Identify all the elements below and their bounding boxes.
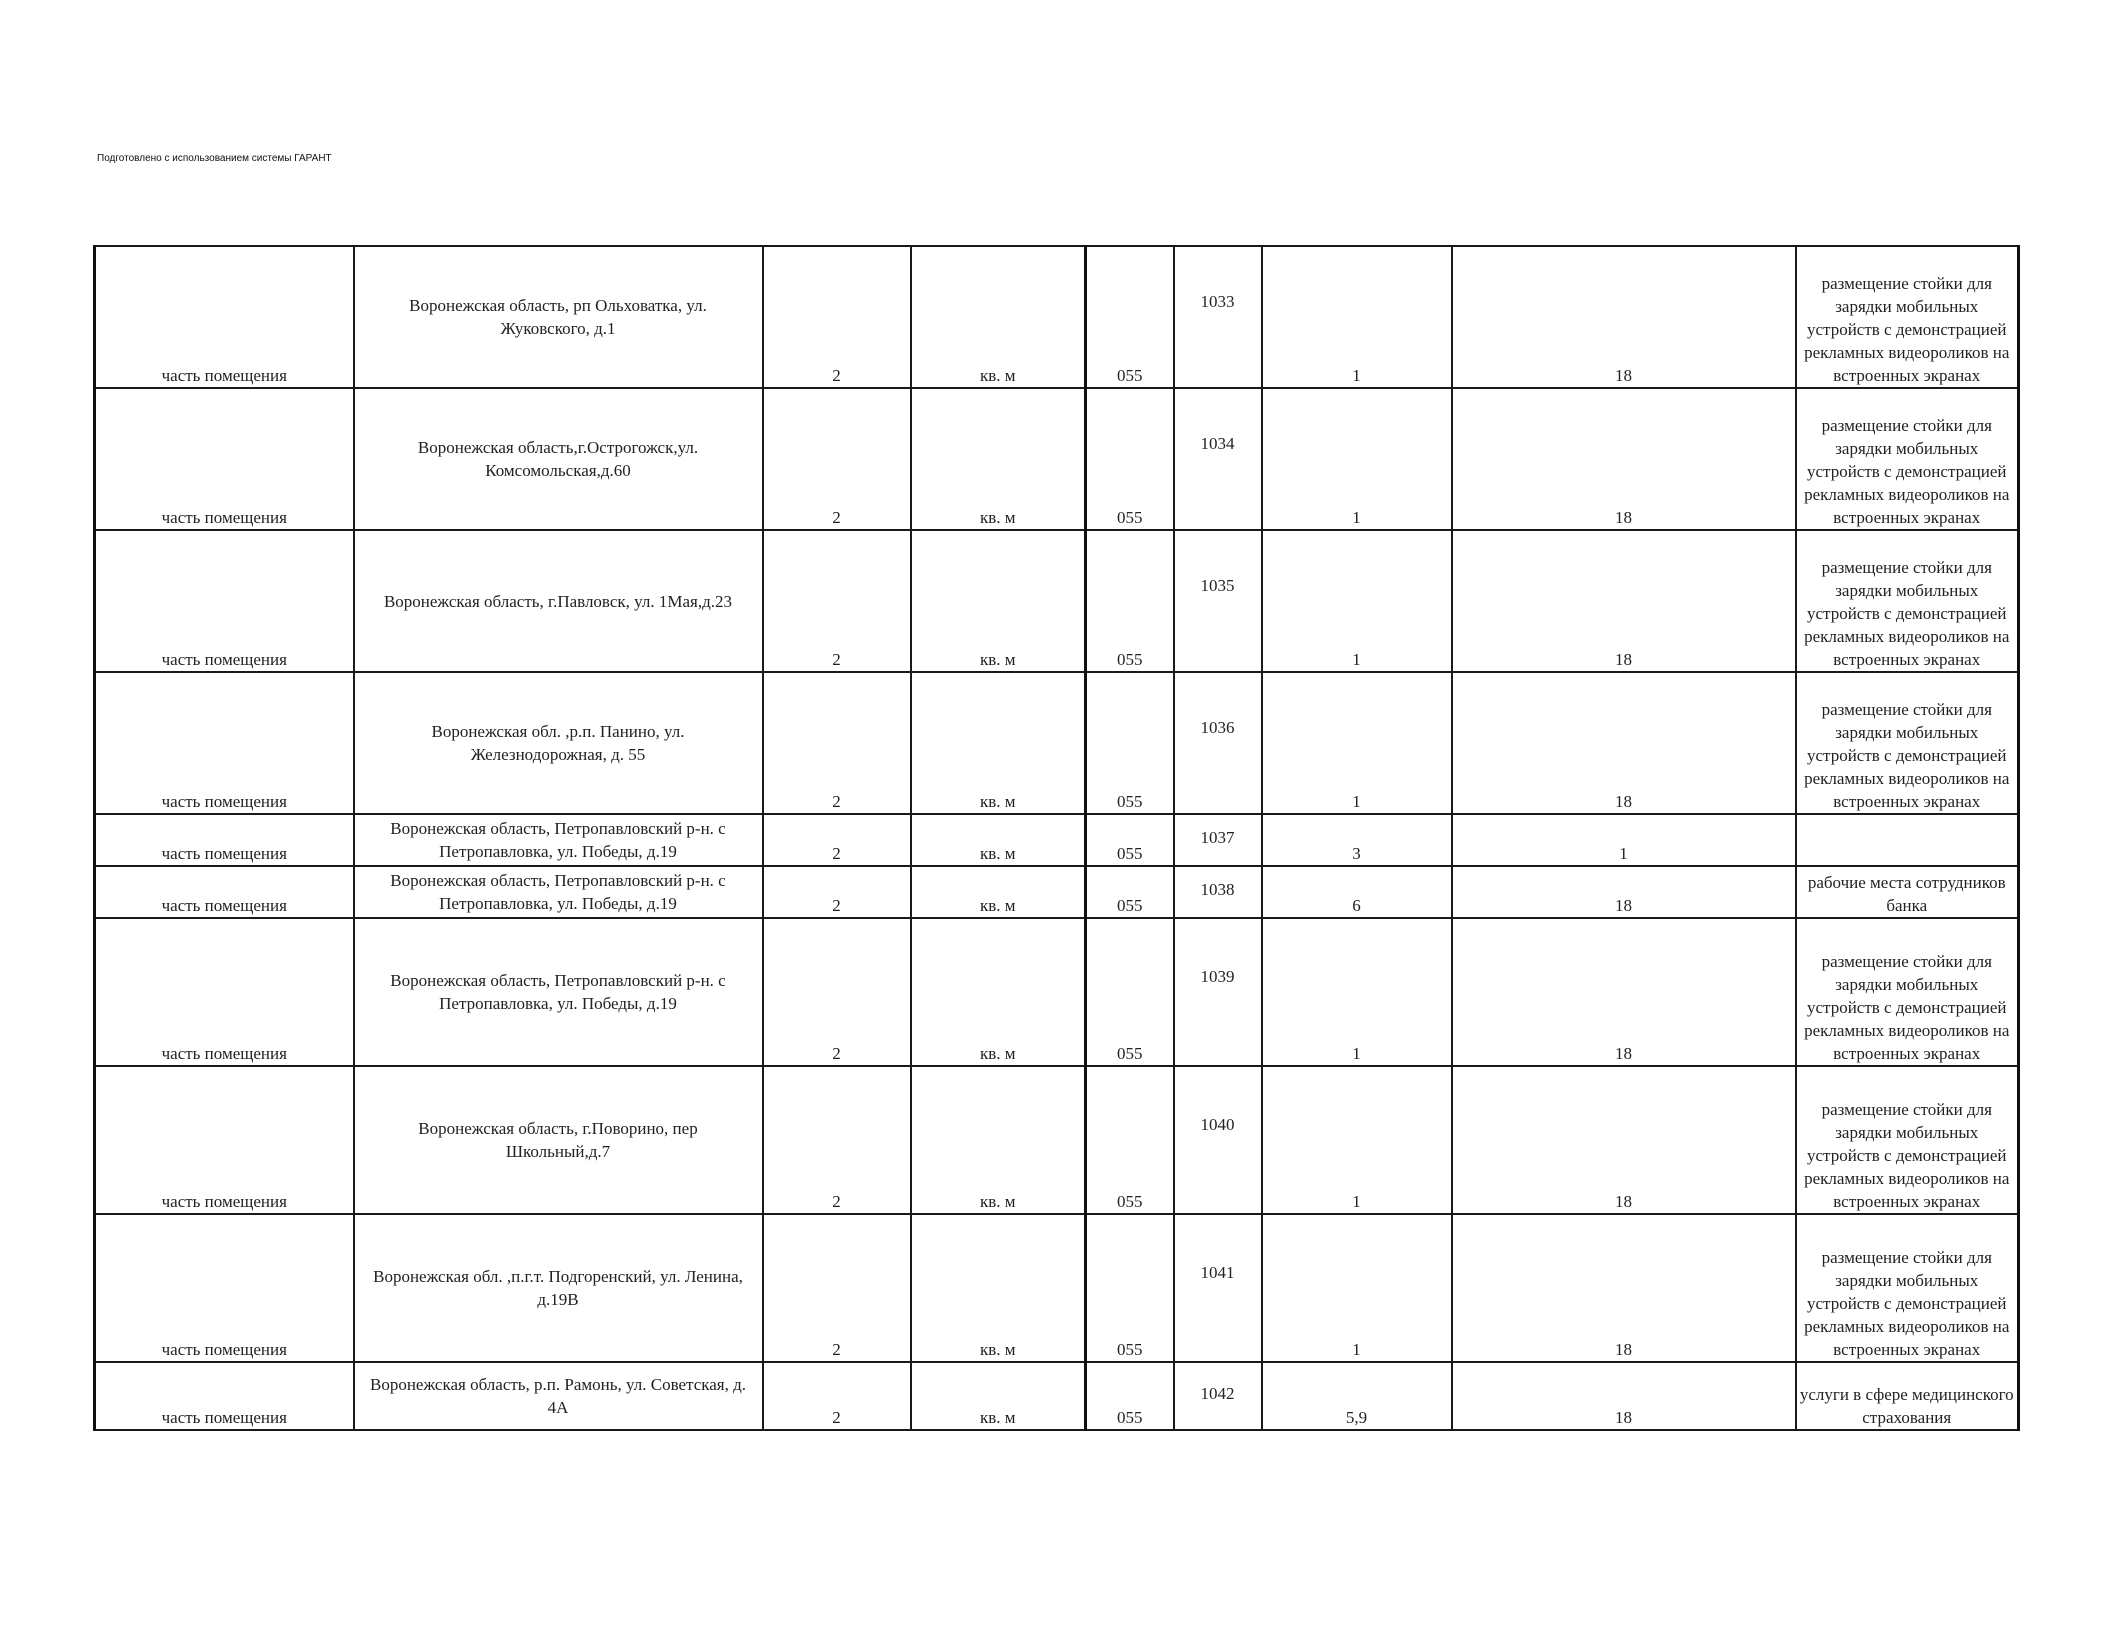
- number-text: 1034: [1200, 433, 1235, 453]
- area-cell: 1: [1262, 388, 1452, 530]
- table-row: [95, 866, 2019, 918]
- unit-cell: кв. м: [911, 1214, 1086, 1362]
- header-note: Подготовлено с использованием системы ГАРАНТ: [97, 153, 332, 164]
- number-text: 1036: [1200, 717, 1235, 737]
- number-text: 1037: [1200, 827, 1235, 847]
- purpose-cell: размещение стойки для зарядки мобильных устройств с демонстрацией рекламных видеороликов на встроенных экранах: [1796, 672, 2019, 814]
- table-row: [95, 530, 2019, 672]
- code-cell: 2: [763, 814, 911, 866]
- purpose-cell: размещение стойки для зарядки мобильных устройств с демонстрацией рекламных видеороликов на встроенных экранах: [1796, 530, 2019, 672]
- okei-cell: 055: [1086, 1066, 1174, 1214]
- address-text: Воронежская область,г.Острогожск,ул. Комсомольская,д.60: [417, 438, 699, 480]
- address-text: Воронежская область, Петропавловский р-н. с Петропавловка, ул. Победы, д.19: [390, 971, 726, 1013]
- purpose-cell: размещение стойки для зарядки мобильных устройств с демонстрацией рекламных видеороликов на встроенных экранах: [1796, 918, 2019, 1066]
- number-text: 1033: [1200, 291, 1235, 311]
- number-cell: [1174, 1066, 1262, 1214]
- code-cell: 2: [763, 1214, 911, 1362]
- number-cell: [1174, 814, 1262, 866]
- object-type-cell: часть помещения: [95, 530, 354, 672]
- address-cell: [354, 388, 763, 530]
- number-cell: [1174, 530, 1262, 672]
- term-cell: 18: [1452, 918, 1796, 1066]
- table-row: [95, 918, 2019, 1066]
- address-text: Воронежская область, рп Ольховатка, ул. Жуковского, д.1: [409, 296, 707, 338]
- term-cell: 18: [1452, 1066, 1796, 1214]
- area-cell: 1: [1262, 246, 1452, 388]
- okei-cell: 055: [1086, 1214, 1174, 1362]
- address-text: Воронежская область, г.Поворино, пер Школьный,д.7: [418, 1119, 698, 1161]
- term-cell: 18: [1452, 866, 1796, 918]
- unit-cell: кв. м: [911, 388, 1086, 530]
- number-cell: [1174, 1214, 1262, 1362]
- number-text: 1040: [1200, 1114, 1235, 1134]
- area-cell: 6: [1262, 866, 1452, 918]
- unit-cell: кв. м: [911, 1362, 1086, 1430]
- number-cell: [1174, 246, 1262, 388]
- purpose-cell: размещение стойки для зарядки мобильных устройств с демонстрацией рекламных видеороликов на встроенных экранах: [1796, 1214, 2019, 1362]
- object-type-cell: часть помещения: [95, 246, 354, 388]
- address-text: Воронежская обл. ,р.п. Панино, ул. Железнодорожная, д. 55: [431, 722, 685, 764]
- number-cell: [1174, 866, 1262, 918]
- term-cell: 18: [1452, 672, 1796, 814]
- unit-cell: кв. м: [911, 814, 1086, 866]
- address-cell: [354, 1066, 763, 1214]
- address-cell: [354, 918, 763, 1066]
- address-cell: [354, 1362, 763, 1430]
- area-cell: 3: [1262, 814, 1452, 866]
- area-cell: 1: [1262, 672, 1452, 814]
- area-cell: 5,9: [1262, 1362, 1452, 1430]
- code-cell: 2: [763, 388, 911, 530]
- number-text: 1038: [1200, 879, 1235, 899]
- term-cell: 18: [1452, 388, 1796, 530]
- address-cell: [354, 530, 763, 672]
- area-cell: 1: [1262, 530, 1452, 672]
- address-cell: [354, 246, 763, 388]
- term-cell: 18: [1452, 1362, 1796, 1430]
- address-cell: [354, 1214, 763, 1362]
- area-cell: 1: [1262, 918, 1452, 1066]
- number-text: 1042: [1200, 1383, 1235, 1403]
- term-cell: 1: [1452, 814, 1796, 866]
- number-text: 1035: [1200, 575, 1235, 595]
- address-cell: [354, 814, 763, 866]
- address-text: Воронежская область, Петропавловский р-н. с Петропавловка, ул. Победы, д.19: [390, 871, 726, 913]
- code-cell: 2: [763, 866, 911, 918]
- unit-cell: кв. м: [911, 918, 1086, 1066]
- okei-cell: 055: [1086, 530, 1174, 672]
- term-cell: 18: [1452, 530, 1796, 672]
- purpose-cell: рабочие места сотрудников банка: [1796, 866, 2019, 918]
- okei-cell: 055: [1086, 866, 1174, 918]
- purpose-cell: размещение стойки для зарядки мобильных устройств с демонстрацией рекламных видеороликов на встроенных экранах: [1796, 388, 2019, 530]
- object-type-cell: часть помещения: [95, 672, 354, 814]
- object-type-cell: часть помещения: [95, 918, 354, 1066]
- code-cell: 2: [763, 918, 911, 1066]
- unit-cell: кв. м: [911, 246, 1086, 388]
- object-type-cell: часть помещения: [95, 814, 354, 866]
- number-cell: [1174, 918, 1262, 1066]
- unit-cell: кв. м: [911, 672, 1086, 814]
- okei-cell: 055: [1086, 814, 1174, 866]
- unit-cell: кв. м: [911, 866, 1086, 918]
- purpose-cell: [1796, 814, 2019, 866]
- object-type-cell: часть помещения: [95, 1066, 354, 1214]
- address-text: Воронежская обл. ,п.г.т. Подгоренский, ул. Ленина, д.19В: [373, 1267, 743, 1309]
- purpose-cell: размещение стойки для зарядки мобильных устройств с демонстрацией рекламных видеороликов на встроенных экранах: [1796, 1066, 2019, 1214]
- table-row: [95, 246, 2019, 388]
- number-cell: [1174, 388, 1262, 530]
- address-cell: [354, 866, 763, 918]
- term-cell: 18: [1452, 1214, 1796, 1362]
- unit-cell: кв. м: [911, 530, 1086, 672]
- okei-cell: 055: [1086, 388, 1174, 530]
- code-cell: 2: [763, 672, 911, 814]
- table-row: [95, 814, 2019, 866]
- unit-cell: кв. м: [911, 1066, 1086, 1214]
- okei-cell: 055: [1086, 918, 1174, 1066]
- object-type-cell: часть помещения: [95, 1362, 354, 1430]
- purpose-cell: услуги в сфере медицинского страхования: [1796, 1362, 2019, 1430]
- table-row: [95, 1066, 2019, 1214]
- number-cell: [1174, 672, 1262, 814]
- code-cell: 2: [763, 1362, 911, 1430]
- address-text: Воронежская область, р.п. Рамонь, ул. Советская, д. 4А: [369, 1375, 747, 1417]
- object-type-cell: часть помещения: [95, 866, 354, 918]
- table-row: [95, 672, 2019, 814]
- number-cell: [1174, 1362, 1262, 1430]
- table-row: [95, 1362, 2019, 1430]
- table-row: [95, 1214, 2019, 1362]
- okei-cell: 055: [1086, 246, 1174, 388]
- code-cell: 2: [763, 1066, 911, 1214]
- area-cell: 1: [1262, 1214, 1452, 1362]
- term-cell: 18: [1452, 246, 1796, 388]
- property-registry-table: [93, 245, 2020, 1431]
- code-cell: 2: [763, 246, 911, 388]
- area-cell: 1: [1262, 1066, 1452, 1214]
- address-text: Воронежская область, Петропавловский р-н. с Петропавловка, ул. Победы, д.19: [390, 819, 726, 861]
- code-cell: 2: [763, 530, 911, 672]
- okei-cell: 055: [1086, 672, 1174, 814]
- table-row: [95, 388, 2019, 530]
- object-type-cell: часть помещения: [95, 1214, 354, 1362]
- okei-cell: 055: [1086, 1362, 1174, 1430]
- number-text: 1041: [1200, 1262, 1235, 1282]
- purpose-cell: размещение стойки для зарядки мобильных устройств с демонстрацией рекламных видеороликов на встроенных экранах: [1796, 246, 2019, 388]
- address-text: Воронежская область, г.Павловск, ул. 1Мая,д.23: [383, 591, 733, 611]
- object-type-cell: часть помещения: [95, 388, 354, 530]
- address-cell: [354, 672, 763, 814]
- number-text: 1039: [1200, 966, 1235, 986]
